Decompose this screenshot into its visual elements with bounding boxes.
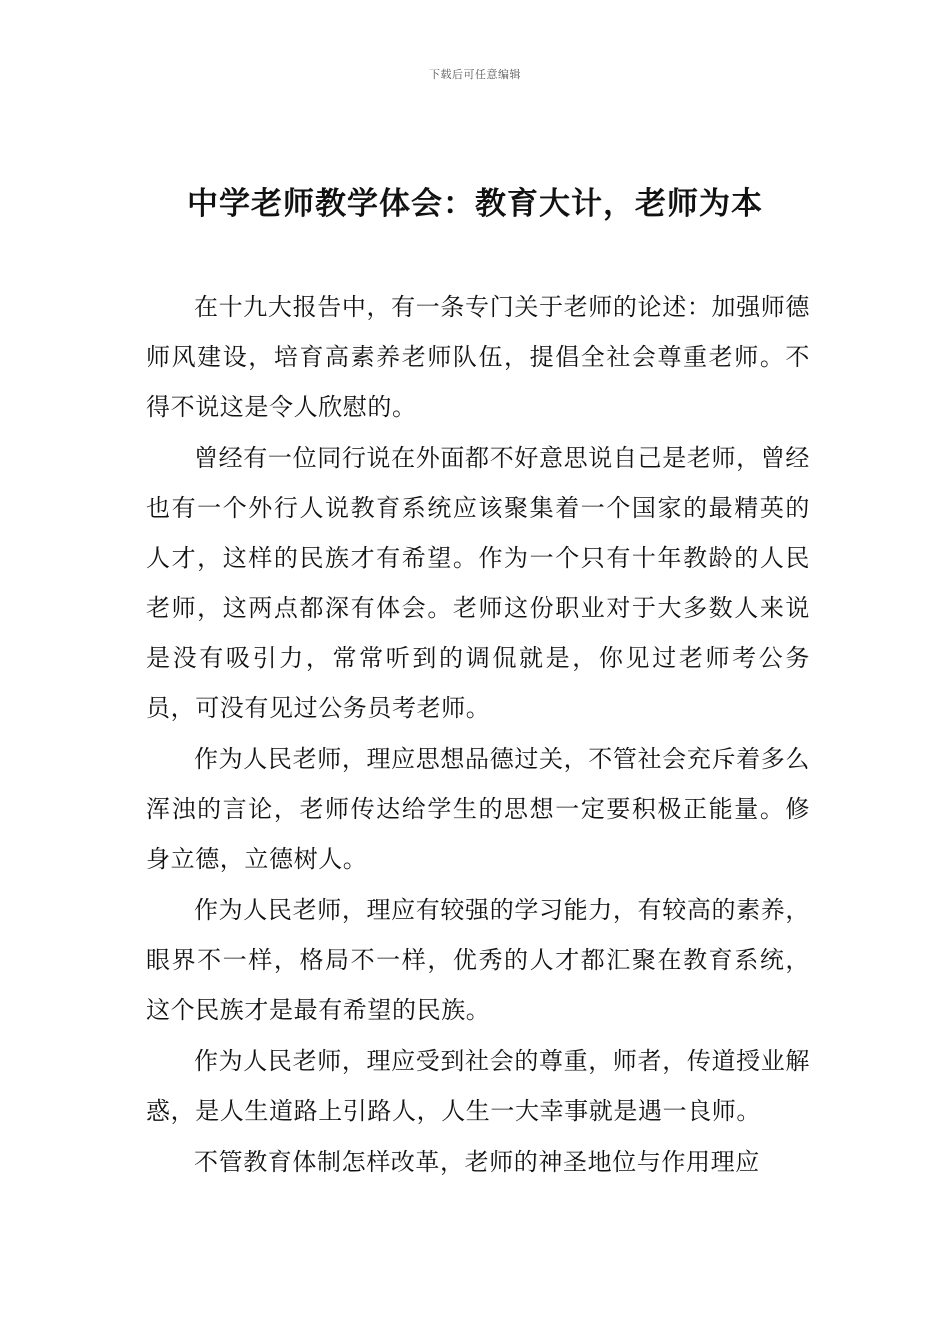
article-body [146, 282, 810, 1188]
paragraph-2: 曾经有一位同行说在外面都不好意思说自己是老师，曾经也有一个外行人说教育系统应该聚集着一个国家的最精英的人才，这样的民族才有希望。作为一个只有十年教龄的人民老师，这两点都深有体会。老师这份职业对于大多数人来说是没有吸引力，常常听到的调侃就是，你见过老师考公务员，可没有见过公务员考老师。 [146, 444, 810, 722]
paragraph-4: 作为人民老师，理应有较强的学习能力，有较高的素养，眼界不一样，格局不一样，优秀的人才都汇聚在教育系统，这个民族才是最有希望的民族。 [146, 896, 810, 1024]
paragraph-5: 作为人民老师，理应受到社会的尊重，师者，传道授业解惑，是人生道路上引路人，人生一大幸事就是遇一良师。 [146, 1047, 810, 1125]
paragraph-6: 不管教育体制怎样改革，老师的神圣地位与作用理应 [194, 1148, 760, 1176]
article-title: 中学老师教学体会：教育大计，老师为本 [187, 186, 763, 222]
header-note: 下载后可任意编辑 [429, 68, 521, 81]
paragraph-3: 作为人民老师，理应思想品德过关，不管社会充斥着多么浑浊的言论，老师传达给学生的思想一定要积极正能量。修身立德，立德树人。 [146, 745, 810, 873]
paragraph-1: 在十九大报告中，有一条专门关于老师的论述：加强师德师风建设，培育高素养老师队伍，提倡全社会尊重老师。不得不说这是令人欣慰的。 [146, 293, 810, 421]
